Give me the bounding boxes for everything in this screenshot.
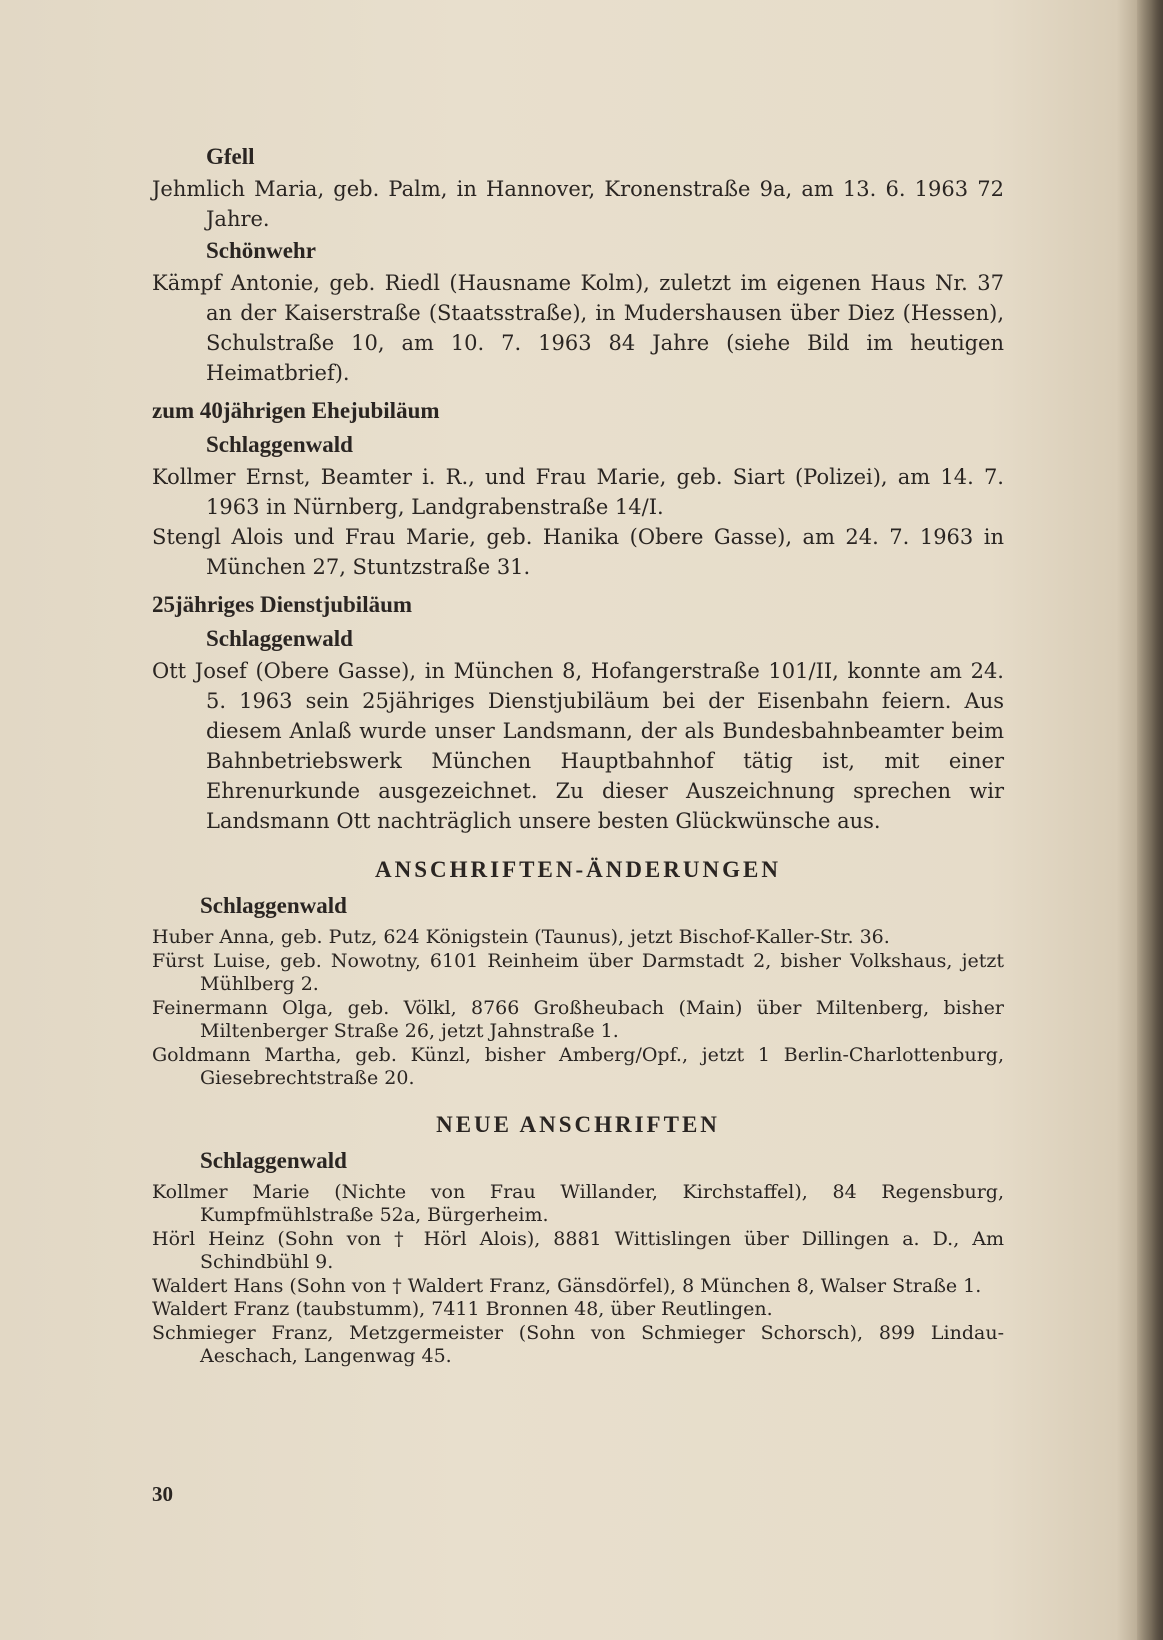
place-heading-schlaggenwald: Schlaggenwald	[206, 432, 353, 457]
address-entry: Fürst Luise, geb. Nowotny, 6101 Reinheim über Darmstadt 2, bisher Volkshaus, jetzt Mühlberg 2.	[152, 949, 1004, 995]
address-entry: Waldert Hans (Sohn von † Waldert Franz, Gänsdörfel), 8 München 8, Walser Straße 1.	[152, 1274, 982, 1297]
address-entry: Waldert Franz (taubstumm), 7411 Bronnen 48, über Reutlingen.	[152, 1298, 773, 1320]
section-heading-ehejubilaeum: zum 40jährigen Ehejubiläum	[152, 398, 440, 423]
entry-jehmlich: Jehmlich Maria, geb. Palm, in Hannover, Kronenstraße 9a, am 13. 6. 1963 72 Jahre.	[152, 177, 1004, 231]
address-entry: Hörl Heinz (Sohn von † Hörl Alois), 8881 Wittislingen über Dillingen a. D., Am Schindbühl 9.	[152, 1227, 1004, 1273]
section-heading-anschriften-aenderungen: ANSCHRIFTEN-ÄNDERUNGEN	[375, 857, 781, 882]
document-body	[152, 140, 1004, 1369]
entry-ott: Ott Josef (Obere Gasse), in München 8, Hofangerstraße 101/II, konnte am 24. 5. 1963 sein 25jähriges Dienstjubiläum bei der Eisenbahn feiern. Aus diesem Anlaß wurde unser Landsmann, der als Bundesbahnbeamter beim Bahnbetriebswerk München Hauptbahnhof tätig ist, mit einer Ehrenurkunde ausgezeichnet. Zu dieser Auszeichnung sprechen wir Landsmann Ott nachträglich unsere besten Glückwünsche aus.	[152, 659, 1004, 833]
book-spine-shadow	[1137, 0, 1163, 1640]
place-heading-schlaggenwald: Schlaggenwald	[206, 626, 353, 651]
section-heading-neue-anschriften: NEUE ANSCHRIFTEN	[436, 1111, 720, 1137]
address-entry: Kollmer Marie (Nichte von Frau Willander, Kirchstaffel), 84 Regensburg, Kumpfmühlstraße 52a, Bürgerheim.	[152, 1180, 1004, 1226]
address-entry: Huber Anna, geb. Putz, 624 Königstein (Taunus), jetzt Bischof-Kaller-Str. 36.	[152, 926, 890, 948]
entry-kaempf: Kämpf Antonie, geb. Riedl (Hausname Kolm), zuletzt im eigenen Haus Nr. 37 an der Kaiserstraße (Staatsstraße), in Mudershausen über Diez (Hessen), Schulstraße 10, am 10. 7. 1963 84 Jahre (siehe Bild im heutigen Heimatbrief).	[152, 271, 1004, 385]
address-entry: Schmieger Franz, Metzgermeister (Sohn von Schmieger Schorsch), 899 Lindau-Aeschach, Langenwag 45.	[152, 1321, 1004, 1367]
address-entry: Feinermann Olga, geb. Völkl, 8766 Großheubach (Main) über Miltenberg, bisher Miltenberger Straße 26, jetzt Jahnstraße 1.	[152, 996, 1004, 1042]
place-heading-schlaggenwald: Schlaggenwald	[200, 1147, 347, 1173]
section-heading-dienstjubilaeum: 25jähriges Dienstjubiläum	[152, 592, 413, 617]
entry-stengl: Stengl Alois und Frau Marie, geb. Hanika (Obere Gasse), am 24. 7. 1963 in München 27, Stuntzstraße 31.	[152, 525, 1004, 579]
place-heading-schoenwehr: Schönwehr	[206, 238, 316, 263]
entry-kollmer-ernst: Kollmer Ernst, Beamter i. R., und Frau Marie, geb. Siart (Polizei), am 14. 7. 1963 in Nürnberg, Landgrabenstraße 14/I.	[152, 465, 1004, 519]
place-heading-gfell: Gfell	[206, 144, 255, 169]
address-entry: Goldmann Martha, geb. Künzl, bisher Amberg/Opf., jetzt 1 Berlin-Charlottenburg, Giesebrechtstraße 20.	[152, 1043, 1004, 1089]
place-heading-schlaggenwald: Schlaggenwald	[200, 893, 347, 918]
page-number: 30	[152, 1482, 173, 1506]
